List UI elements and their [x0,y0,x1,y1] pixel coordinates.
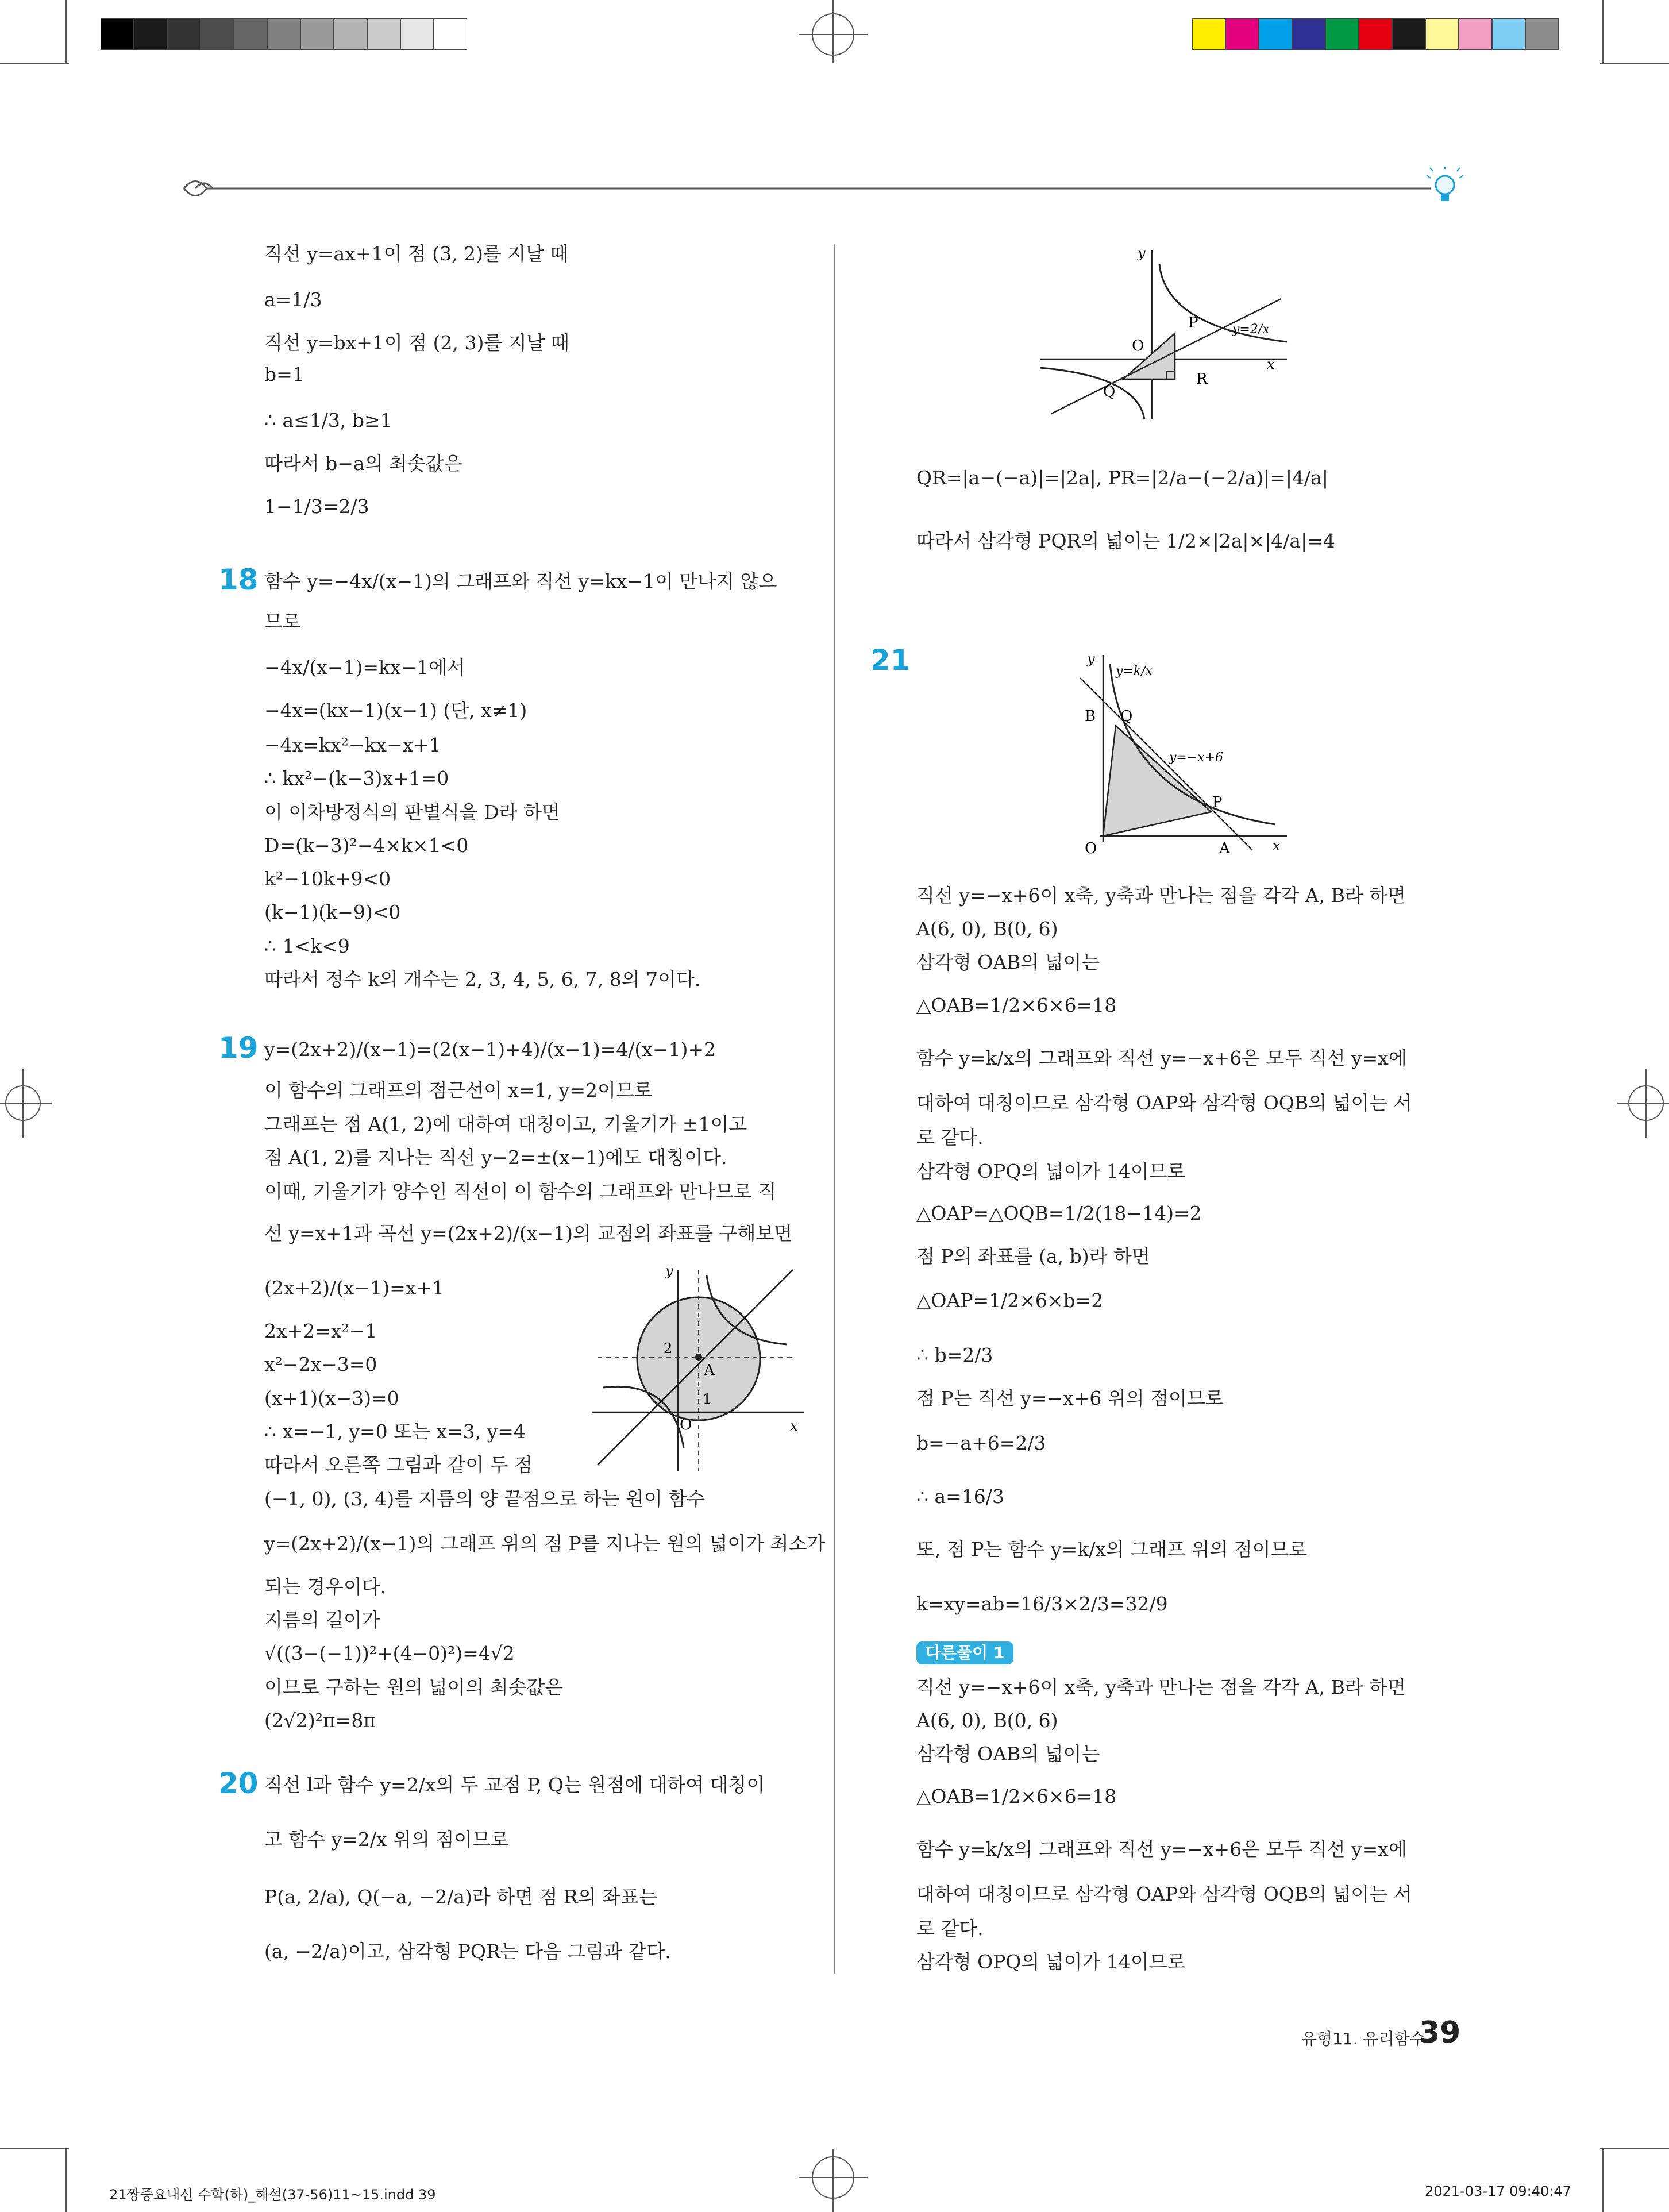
text-line: △OAP=△OQB=1/2(18−14)=2 [916,1202,1202,1224]
line-label: y=−x+6 [1169,750,1224,765]
text-line: (−1, 0), (3, 4)를 지름의 양 끝점으로 하는 원이 함수 [264,1487,706,1510]
text-line: (2√2)²π=8π [264,1709,376,1732]
text-line: P(a, 2/a), Q(−a, −2/a)라 하면 점 R의 좌표는 [264,1886,657,1908]
figure-20-triangle-graph [1034,241,1298,425]
gray-swatch [267,18,300,50]
problem-number: 18 [218,563,259,596]
color-swatch [1259,18,1292,50]
text-line: 직선 y=bx+1이 점 (2, 3)를 지날 때 [264,332,569,354]
gray-swatch [334,18,367,50]
line-l [1051,299,1281,414]
color-swatch [1192,18,1225,50]
point-label: O [680,1416,692,1433]
text-line: (2x+2)/(x−1)=x+1 [264,1277,445,1299]
curve-label: y=2/x [1232,322,1270,337]
text-line: 선 y=x+1과 곡선 y=(2x+2)/(x−1)의 교점의 좌표를 구해보면 [264,1222,793,1244]
point-label: B [1085,708,1096,725]
figure-19-circle-graph [592,1258,810,1477]
figure-21-area-graph [1069,646,1298,859]
text-line: A(6, 0), B(0, 6) [916,1709,1058,1732]
point-label: R [1196,371,1208,388]
column-divider [834,244,835,1974]
text-line: 따라서 삼각형 PQR의 넓이는 1/2×|2a|×|4/a|=4 [916,530,1335,552]
text-line: −4x=(kx−1)(x−1) (단, x≠1) [264,699,527,722]
text-line: √((3−(−1))²+(4−0)²)=4√2 [264,1642,515,1664]
point-label: O [1085,840,1097,857]
lightbulb-icon [1427,167,1463,201]
text-line: 이 함수의 그래프의 점근선이 x=1, y=2이므로 [264,1079,653,1101]
timestamp: 2021-03-17 09:40:47 [1425,2183,1571,2199]
text-line: k=xy=ab=16/3×2/3=32/9 [916,1593,1168,1615]
text-line: b=1 [264,363,304,386]
problem-number: 21 [870,643,911,677]
text-line: 직선 y=−x+6이 x축, y축과 만나는 점을 각각 A, B라 하면 [916,884,1406,907]
gray-swatch [400,18,434,50]
text-line: x²−2x−3=0 [264,1353,377,1375]
axis-label: x [1273,838,1281,854]
triangle-opq [1103,726,1211,836]
tick-label: 1 [703,1391,712,1407]
color-swatch [1325,18,1359,50]
text-line: 그래프는 점 A(1, 2)에 대하여 대칭이고, 기울기가 ±1이고 [264,1113,747,1135]
text-line: y=(2x+2)/(x−1)의 그래프 위의 점 P를 지나는 원의 넓이가 최소가 [264,1532,826,1555]
problem-number: 19 [218,1031,259,1065]
axis-label: y [1087,651,1095,667]
color-swatch [1392,18,1425,50]
text-line: ∴ x=−1, y=0 또는 x=3, y=4 [264,1420,526,1443]
text-line: ∴ a=16/3 [916,1485,1004,1508]
point-label: P [1212,794,1223,811]
text-line: 되는 경우이다. [264,1575,387,1598]
text-line: 므로 [264,610,301,633]
gray-swatch [167,18,201,50]
color-swatch [1292,18,1325,50]
text-line: 따라서 오른쪽 그림과 같이 두 점 [264,1454,533,1476]
axis-label: y [665,1263,673,1279]
text-line: △OAB=1/2×6×6=18 [916,1785,1117,1808]
text-line: 이 이차방정식의 판별식을 D라 하면 [264,801,560,823]
gray-swatch [434,18,467,50]
gray-swatch [134,18,167,50]
text-line: 로 같다. [916,1126,984,1149]
gray-swatch [300,18,334,50]
section-label: 유형11. 유리함수 [1301,2029,1425,2048]
text-line: (k−1)(k−9)<0 [264,901,401,923]
color-swatch [1225,18,1259,50]
text-line: 점 P의 좌표를 (a, b)라 하면 [916,1245,1150,1267]
color-swatch [1492,18,1525,50]
text-line: 직선 y=−x+6이 x축, y축과 만나는 점을 각각 A, B라 하면 [916,1676,1406,1698]
text-line: 직선 l과 함수 y=2/x의 두 교점 P, Q는 원점에 대하여 대칭이 [264,1774,765,1796]
text-line: 삼각형 OPQ의 넓이가 14이므로 [916,1160,1186,1182]
text-line: 또, 점 P는 함수 y=k/x의 그래프 위의 점이므로 [916,1538,1308,1560]
text-line: 점 A(1, 2)를 지나는 직선 y−2=±(x−1)에도 대칭이다. [264,1146,727,1169]
text-line: 함수 y=k/x의 그래프와 직선 y=−x+6은 모두 직선 y=x에 [916,1047,1407,1069]
text-line: 따라서 b−a의 최솟값은 [264,452,462,475]
text-line: ∴ a≤1/3, b≥1 [264,409,392,431]
text-line: 삼각형 OAB의 넓이는 [916,1743,1100,1765]
problem-number: 20 [218,1767,259,1800]
point-label: P [1188,314,1198,332]
text-line: ∴ b=2/3 [916,1344,993,1366]
curve-label: y=k/x [1116,664,1153,679]
text-line: A(6, 0), B(0, 6) [916,918,1058,940]
color-swatch [1525,18,1559,50]
text-line: 삼각형 OPQ의 넓이가 14이므로 [916,1951,1186,1973]
point-label: A [704,1362,715,1379]
page-number: 39 [1419,2016,1461,2050]
header-rule [172,167,1465,213]
text-line: −4x=kx²−kx−x+1 [264,734,441,756]
text-line: (a, −2/a)이고, 삼각형 PQR는 다음 그림과 같다. [264,1940,671,1963]
color-swatch [1425,18,1459,50]
text-line: 이때, 기울기가 양수인 직선이 이 함수의 그래프와 만나므로 직 [264,1180,777,1203]
text-line: 대하여 대칭이므로 삼각형 OAP와 삼각형 OQB의 넓이는 서 [916,1883,1412,1905]
text-line: 2x+2=x²−1 [264,1320,377,1342]
text-line: △OAB=1/2×6×6=18 [916,994,1117,1016]
text-line: 로 같다. [916,1917,984,1940]
gray-swatch [234,18,267,50]
text-line: 이므로 구하는 원의 넓이의 최솟값은 [264,1676,564,1698]
text-line: 함수 y=k/x의 그래프와 직선 y=−x+6은 모두 직선 y=x에 [916,1838,1407,1860]
text-line: 대하여 대칭이므로 삼각형 OAP와 삼각형 OQB의 넓이는 서 [916,1092,1412,1114]
text-line: 삼각형 OAB의 넓이는 [916,951,1100,973]
text-line: QR=|a−(−a)|=|2a|, PR=|2/a−(−2/a)|=|4/a| [916,467,1328,489]
text-line: ∴ 1<k<9 [264,935,350,957]
text-line: ∴ kx²−(k−3)x+1=0 [264,767,449,789]
file-name: 21짱중요내신 수학(하)_해설(37-56)11~15.indd 39 [109,2187,436,2203]
text-line: 함수 y=−4x/(x−1)의 그래프와 직선 y=kx−1이 만나지 않으 [264,570,777,592]
axis-label: x [1267,356,1275,372]
tick-label: 2 [664,1340,673,1357]
text-line: 1−1/3=2/3 [264,495,369,518]
point-label: A [1219,840,1230,857]
point-label: Q [1120,708,1133,725]
text-line: −4x/(x−1)=kx−1에서 [264,656,466,679]
text-line: y=(2x+2)/(x−1)=(2(x−1)+4)/(x−1)=4/(x−1)+2 [264,1038,716,1061]
text-line: b=−a+6=2/3 [916,1432,1046,1454]
center-point [695,1354,702,1361]
gray-swatch [201,18,234,50]
text-line: 고 함수 y=2/x 위의 점이므로 [264,1828,509,1851]
point-label: Q [1103,383,1116,400]
text-line: 따라서 정수 k의 개수는 2, 3, 4, 5, 6, 7, 8의 7이다. [264,968,701,991]
color-swatch [1359,18,1392,50]
text-line: 직선 y=ax+1이 점 (3, 2)를 지날 때 [264,242,569,265]
text-line: 지름의 길이가 [264,1609,380,1631]
text-line: 점 P는 직선 y=−x+6 위의 점이므로 [916,1387,1224,1409]
gray-swatch [367,18,400,50]
axis-label: x [790,1418,798,1434]
gray-swatch [101,18,134,50]
text-line: a=1/3 [264,288,322,311]
text-line: k²−10k+9<0 [264,868,391,890]
text-line: △OAP=1/2×6×b=2 [916,1289,1104,1312]
text-line: D=(k−3)²−4×k×1<0 [264,834,469,857]
axis-label: y [1138,245,1146,261]
point-label: O [1132,337,1144,354]
alt-solution-badge: 다른풀이 1 [916,1641,1013,1664]
text-line: (x+1)(x−3)=0 [264,1387,399,1409]
color-swatch [1459,18,1492,50]
